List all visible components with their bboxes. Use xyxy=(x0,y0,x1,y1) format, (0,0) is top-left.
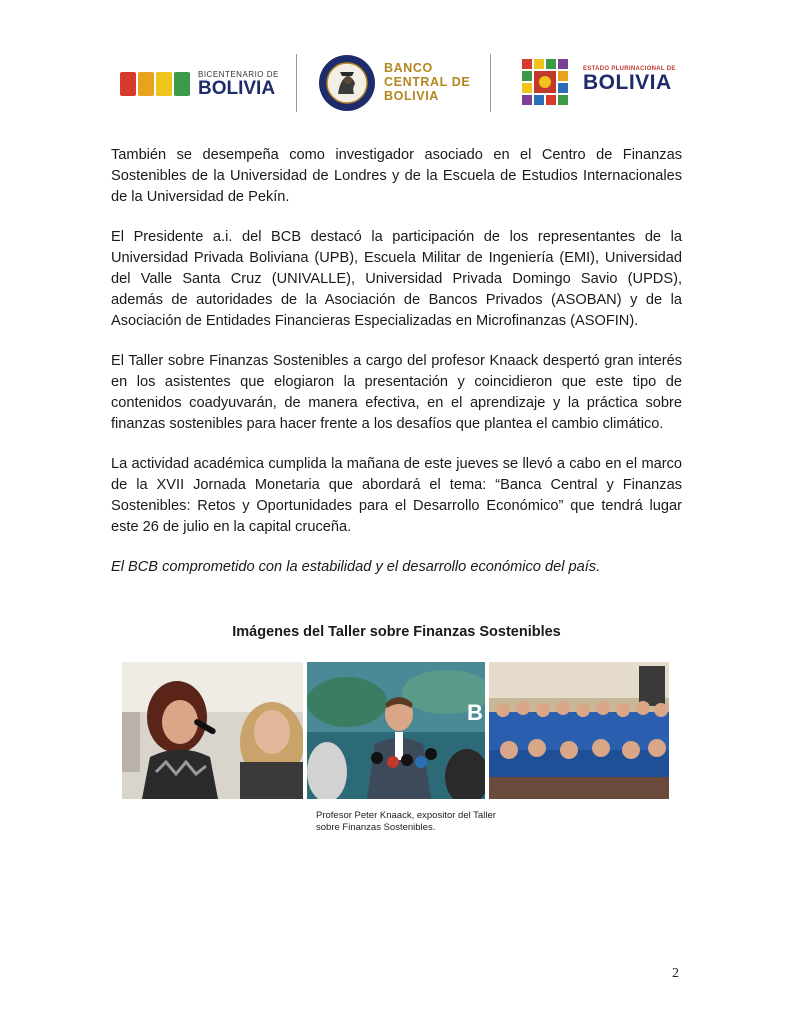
bicentenario-logo xyxy=(120,68,280,102)
bicentenario-big-text: BOLIVIA xyxy=(198,78,276,99)
svg-text:B: B xyxy=(467,700,483,725)
photo-audience xyxy=(489,662,669,799)
paragraph: También se desempeña como investigador asociado en el Centro de Finanzas Sostenibles de la Universidad de Londres y de la Escuela de Estudios Internacionales de la Universidad de Pekín. xyxy=(111,147,682,205)
paragraph: El Presidente a.i. del BCB destacó la participación de los representantes de la Universidad Privada Boliviana (UPB), Escuela Militar de Ingeniería (EMI), Universidad del Valle Santa Cruz (UNIVALLE), Universidad Privada Domingo Savio (UPDS), además de autoridades de la Asociación de Bancos Privados (ASOBAN) y de la Asociación de Entidades Financieras Especializadas en Microfinanzas (ASOFIN). xyxy=(111,229,682,329)
estado-wordmark xyxy=(583,66,676,93)
photo-gallery xyxy=(122,662,669,799)
estado-small-text: ESTADO PLURINACIONAL DE xyxy=(583,66,676,72)
bcb-line3: BOLIVIA xyxy=(384,89,439,103)
bcb-line2: CENTRAL DE xyxy=(384,75,471,89)
bcb-seal-logo xyxy=(318,54,376,112)
page-number: 2 xyxy=(672,966,679,981)
estado-plurinacional-emblem xyxy=(516,53,578,115)
header-divider xyxy=(490,54,491,112)
photo-participant-speaking xyxy=(122,662,303,799)
photo-caption: Profesor Peter Knaack, expositor del Taller sobre Finanzas Sostenibles. xyxy=(316,810,496,833)
paragraph: La actividad académica cumplida la mañana de este jueves se llevó a cabo en el marco de la XVII Jornada Monetaria que abordará el tema: “Banca Central y Finanzas Sostenibles: Retos y Oportunidades para el Desarrollo Económico” que tendrá lugar este 26 de julio en la capital cruceña. xyxy=(111,456,682,535)
bcb-wordmark xyxy=(384,61,470,103)
bcb-line1: BANCO xyxy=(384,61,433,75)
paragraph: El Taller sobre Finanzas Sostenibles a cargo del profesor Knaack despertó gran interés en los asistentes que elogiaron la presentación y coincidieron que este tipo de contenidos coadyuvarán, de manera efectiva, en el aprendizaje y la práctica sobre finanzas sostenibles para hacer frente a los desafíos que plantea el cambio climático. xyxy=(111,353,682,432)
bicentenario-tiles xyxy=(120,72,190,96)
bicentenario-small-text: BICENTENARIO DE xyxy=(198,70,279,79)
article-body xyxy=(111,145,682,597)
estado-big-text: BOLIVIA xyxy=(583,71,672,94)
header-divider xyxy=(296,54,297,112)
closing-statement: El BCB comprometido con la estabilidad y el desarrollo económico del país. xyxy=(111,559,601,575)
page-header xyxy=(0,48,791,118)
photo-speaker-interview xyxy=(307,662,485,799)
section-title: Imágenes del Taller sobre Finanzas Sostenibles xyxy=(232,624,561,640)
